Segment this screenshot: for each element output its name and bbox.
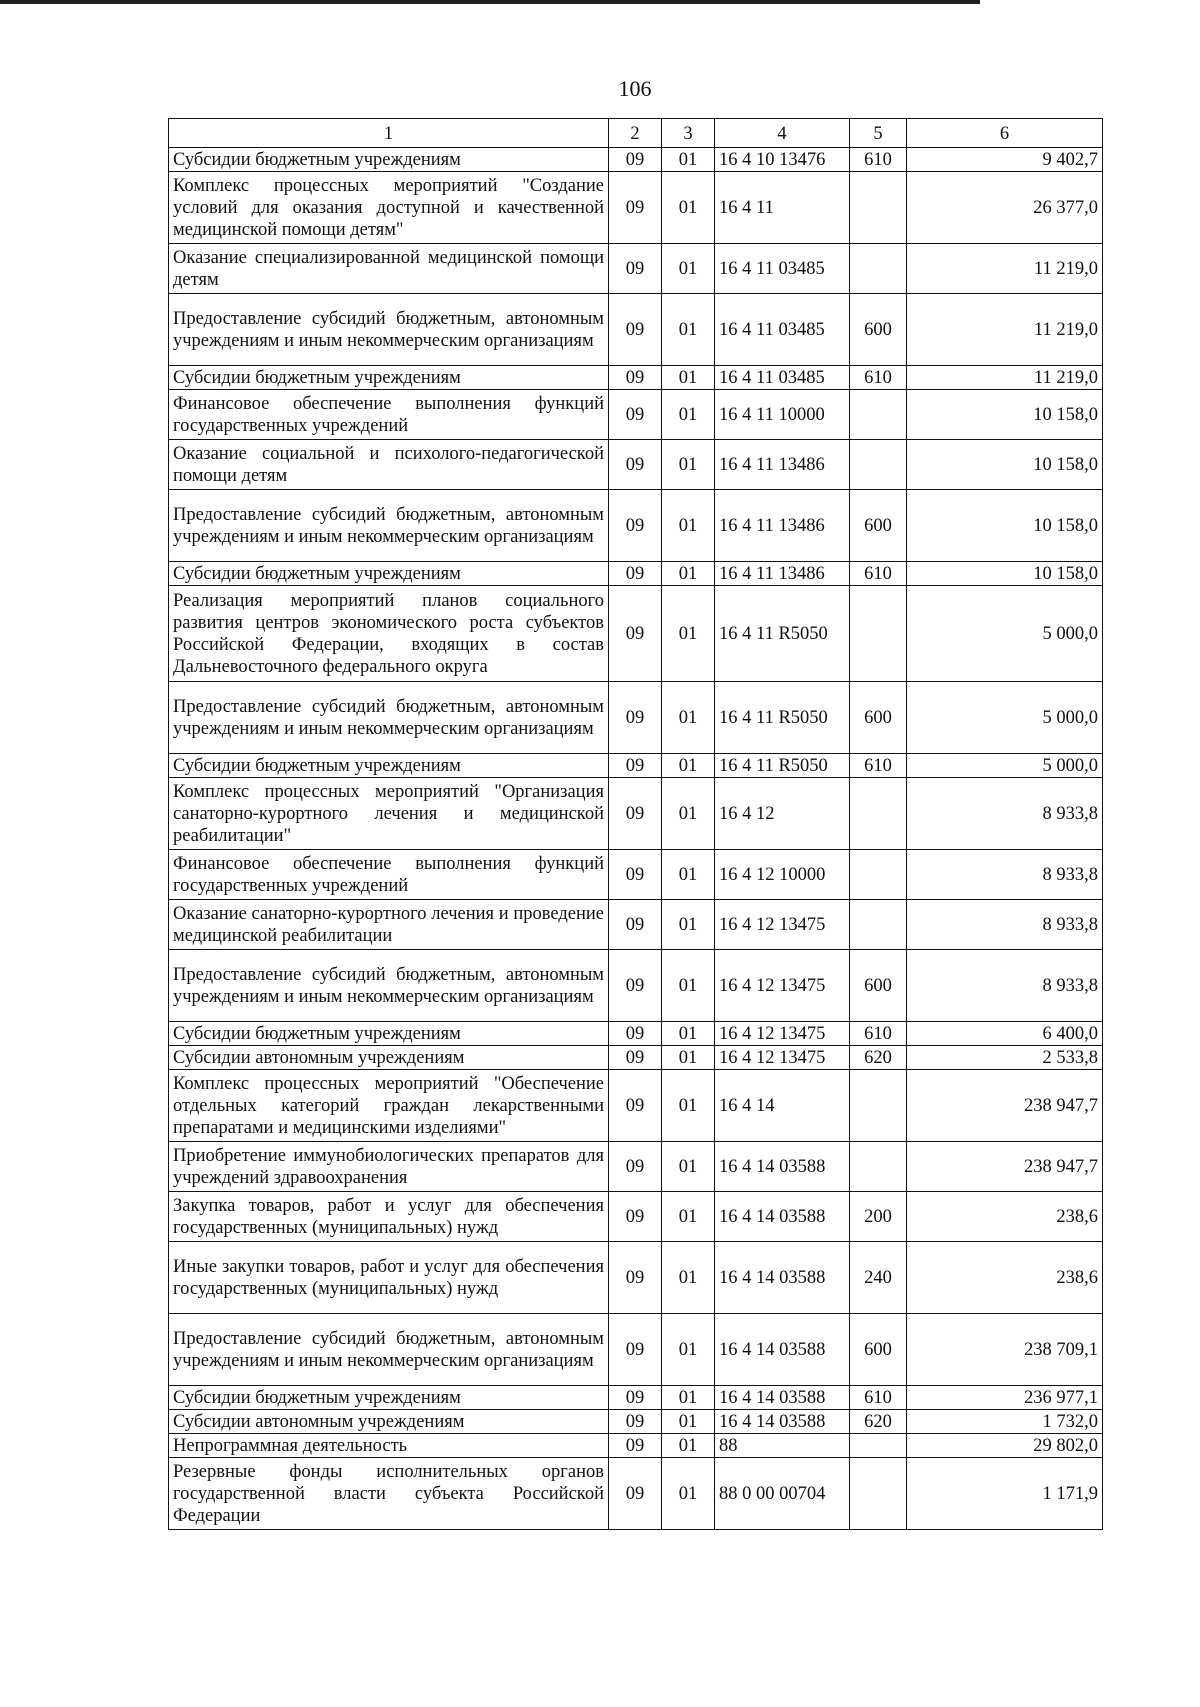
row-amount: 5 000,0 — [907, 586, 1103, 682]
table-row — [169, 490, 1103, 562]
row-subsection: 01 — [662, 148, 715, 172]
row-amount: 8 933,8 — [907, 900, 1103, 950]
header-col-2: 2 — [609, 119, 662, 148]
row-section: 09 — [609, 1458, 662, 1530]
row-section: 09 — [609, 1192, 662, 1242]
row-subsection: 01 — [662, 850, 715, 900]
row-amount: 10 158,0 — [907, 390, 1103, 440]
header-col-5: 5 — [850, 119, 907, 148]
table-row — [169, 1022, 1103, 1046]
row-expense-type: 610 — [850, 754, 907, 778]
row-expense-type — [850, 244, 907, 294]
row-amount: 6 400,0 — [907, 1022, 1103, 1046]
row-section: 09 — [609, 682, 662, 754]
row-subsection: 01 — [662, 1142, 715, 1192]
table-row — [169, 1070, 1103, 1142]
row-expense-type: 610 — [850, 366, 907, 390]
row-subsection: 01 — [662, 244, 715, 294]
row-expense-type: 620 — [850, 1046, 907, 1070]
header-col-1: 1 — [169, 119, 609, 148]
row-amount: 236 977,1 — [907, 1386, 1103, 1410]
row-subsection: 01 — [662, 1192, 715, 1242]
row-section: 09 — [609, 390, 662, 440]
row-expense-type: 200 — [850, 1192, 907, 1242]
row-expense-type: 610 — [850, 562, 907, 586]
table-row — [169, 562, 1103, 586]
table-row — [169, 1242, 1103, 1314]
row-target-article: 16 4 12 13475 — [715, 950, 850, 1022]
table-row — [169, 682, 1103, 754]
row-section: 09 — [609, 1142, 662, 1192]
row-target-article: 16 4 14 03588 — [715, 1314, 850, 1386]
row-section: 09 — [609, 244, 662, 294]
table-row — [169, 366, 1103, 390]
row-target-article: 16 4 12 10000 — [715, 850, 850, 900]
row-expense-type — [850, 1458, 907, 1530]
row-target-article: 16 4 10 13476 — [715, 148, 850, 172]
table-row — [169, 754, 1103, 778]
row-section: 09 — [609, 172, 662, 244]
page-number: 106 — [618, 76, 652, 101]
row-expense-type — [850, 172, 907, 244]
row-subsection: 01 — [662, 1314, 715, 1386]
row-subsection: 01 — [662, 1410, 715, 1434]
row-subsection: 01 — [662, 586, 715, 682]
row-expense-type — [850, 1142, 907, 1192]
table-row — [169, 1142, 1103, 1192]
row-section: 09 — [609, 1314, 662, 1386]
table-row — [169, 172, 1103, 244]
row-expense-type: 600 — [850, 490, 907, 562]
row-subsection: 01 — [662, 1242, 715, 1314]
row-section: 09 — [609, 1434, 662, 1458]
row-section: 09 — [609, 1046, 662, 1070]
row-expense-type — [850, 900, 907, 950]
row-amount: 238,6 — [907, 1192, 1103, 1242]
row-subsection: 01 — [662, 490, 715, 562]
row-section: 09 — [609, 562, 662, 586]
row-expense-type — [850, 440, 907, 490]
row-subsection: 01 — [662, 1070, 715, 1142]
row-name: Субсидии автономным учреждениям — [169, 1410, 609, 1434]
row-section: 09 — [609, 294, 662, 366]
row-expense-type: 600 — [850, 950, 907, 1022]
row-section: 09 — [609, 1410, 662, 1434]
row-name: Резервные фонды исполнительных органов государственной власти субъекта Российской Федерации — [169, 1458, 609, 1530]
budget-table — [168, 118, 1103, 1530]
table-row — [169, 586, 1103, 682]
row-target-article: 16 4 11 R5050 — [715, 754, 850, 778]
row-target-article: 16 4 11 13486 — [715, 490, 850, 562]
row-name: Комплекс процессных мероприятий "Обеспечение отдельных категорий граждан лекарственными препаратами и медицинскими изделиями" — [169, 1070, 609, 1142]
row-target-article: 16 4 12 13475 — [715, 1046, 850, 1070]
row-name: Реализация мероприятий планов социального развития центров экономического роста субъектов Российской Федерации, входящих в состав Дальневосточного федерального округа — [169, 586, 609, 682]
row-target-article: 16 4 14 — [715, 1070, 850, 1142]
row-amount: 5 000,0 — [907, 754, 1103, 778]
row-target-article: 16 4 11 03485 — [715, 294, 850, 366]
row-expense-type: 600 — [850, 1314, 907, 1386]
row-amount: 1 732,0 — [907, 1410, 1103, 1434]
row-target-article: 16 4 12 — [715, 778, 850, 850]
row-subsection: 01 — [662, 1022, 715, 1046]
row-expense-type: 610 — [850, 1022, 907, 1046]
table-row — [169, 900, 1103, 950]
row-amount: 10 158,0 — [907, 562, 1103, 586]
row-section: 09 — [609, 1242, 662, 1314]
table-header-row — [169, 119, 1103, 148]
row-target-article: 16 4 11 R5050 — [715, 586, 850, 682]
row-subsection: 01 — [662, 900, 715, 950]
table-row — [169, 1386, 1103, 1410]
row-subsection: 01 — [662, 562, 715, 586]
row-target-article: 16 4 11 R5050 — [715, 682, 850, 754]
row-target-article: 88 0 00 00704 — [715, 1458, 850, 1530]
row-name: Предоставление субсидий бюджетным, автономным учреждениям и иным некоммерческим организациям — [169, 950, 609, 1022]
table-row — [169, 1410, 1103, 1434]
row-expense-type: 620 — [850, 1410, 907, 1434]
row-amount: 10 158,0 — [907, 490, 1103, 562]
row-name: Приобретение иммунобиологических препаратов для учреждений здравоохранения — [169, 1142, 609, 1192]
row-section: 09 — [609, 1070, 662, 1142]
row-target-article: 16 4 11 10000 — [715, 390, 850, 440]
header-col-4: 4 — [715, 119, 850, 148]
row-section: 09 — [609, 366, 662, 390]
row-subsection: 01 — [662, 1458, 715, 1530]
row-target-article: 16 4 11 — [715, 172, 850, 244]
row-expense-type: 600 — [850, 294, 907, 366]
row-name: Оказание социальной и психолого-педагогической помощи детям — [169, 440, 609, 490]
row-amount: 10 158,0 — [907, 440, 1103, 490]
row-amount: 238,6 — [907, 1242, 1103, 1314]
table-row — [169, 294, 1103, 366]
table-row — [169, 244, 1103, 294]
row-name: Оказание специализированной медицинской помощи детям — [169, 244, 609, 294]
row-name: Субсидии бюджетным учреждениям — [169, 366, 609, 390]
row-target-article: 16 4 14 03588 — [715, 1386, 850, 1410]
row-name: Субсидии автономным учреждениям — [169, 1046, 609, 1070]
row-subsection: 01 — [662, 294, 715, 366]
row-subsection: 01 — [662, 778, 715, 850]
table-row — [169, 778, 1103, 850]
row-expense-type: 240 — [850, 1242, 907, 1314]
row-subsection: 01 — [662, 682, 715, 754]
row-amount: 11 219,0 — [907, 366, 1103, 390]
row-section: 09 — [609, 900, 662, 950]
row-subsection: 01 — [662, 366, 715, 390]
row-section: 09 — [609, 754, 662, 778]
row-amount: 11 219,0 — [907, 244, 1103, 294]
table-row — [169, 1046, 1103, 1070]
table-row — [169, 1192, 1103, 1242]
row-section: 09 — [609, 440, 662, 490]
row-target-article: 16 4 11 13486 — [715, 440, 850, 490]
row-amount: 8 933,8 — [907, 850, 1103, 900]
row-subsection: 01 — [662, 1386, 715, 1410]
table-row — [169, 390, 1103, 440]
row-name: Непрограммная деятельность — [169, 1434, 609, 1458]
row-target-article: 16 4 11 13486 — [715, 562, 850, 586]
row-section: 09 — [609, 1386, 662, 1410]
row-subsection: 01 — [662, 172, 715, 244]
row-subsection: 01 — [662, 1434, 715, 1458]
row-section: 09 — [609, 586, 662, 682]
row-section: 09 — [609, 950, 662, 1022]
row-expense-type: 610 — [850, 1386, 907, 1410]
row-amount: 238 709,1 — [907, 1314, 1103, 1386]
row-name: Финансовое обеспечение выполнения функций государственных учреждений — [169, 850, 609, 900]
row-expense-type — [850, 850, 907, 900]
row-name: Субсидии бюджетным учреждениям — [169, 1386, 609, 1410]
row-expense-type — [850, 778, 907, 850]
table-row — [169, 440, 1103, 490]
row-name: Иные закупки товаров, работ и услуг для обеспечения государственных (муниципальных) нужд — [169, 1242, 609, 1314]
row-target-article: 16 4 14 03588 — [715, 1242, 850, 1314]
row-amount: 2 533,8 — [907, 1046, 1103, 1070]
row-target-article: 16 4 12 13475 — [715, 1022, 850, 1046]
row-subsection: 01 — [662, 440, 715, 490]
row-amount: 29 802,0 — [907, 1434, 1103, 1458]
row-name: Субсидии бюджетным учреждениям — [169, 148, 609, 172]
row-section: 09 — [609, 778, 662, 850]
table-row — [169, 148, 1103, 172]
row-amount: 1 171,9 — [907, 1458, 1103, 1530]
row-expense-type — [850, 1434, 907, 1458]
row-name: Субсидии бюджетным учреждениям — [169, 1022, 609, 1046]
row-expense-type: 610 — [850, 148, 907, 172]
table-row — [169, 1434, 1103, 1458]
row-amount: 26 377,0 — [907, 172, 1103, 244]
top-scan-rule — [0, 0, 980, 4]
row-expense-type: 600 — [850, 682, 907, 754]
header-col-6: 6 — [907, 119, 1103, 148]
row-amount: 8 933,8 — [907, 950, 1103, 1022]
row-expense-type — [850, 1070, 907, 1142]
row-amount: 9 402,7 — [907, 148, 1103, 172]
row-section: 09 — [609, 850, 662, 900]
row-name: Комплекс процессных мероприятий "Создание условий для оказания доступной и качественной медицинской помощи детям" — [169, 172, 609, 244]
row-target-article: 16 4 11 03485 — [715, 244, 850, 294]
row-target-article: 16 4 14 03588 — [715, 1410, 850, 1434]
row-name: Комплекс процессных мероприятий "Организация санаторно-курортного лечения и медицинской реабилитации" — [169, 778, 609, 850]
row-amount: 238 947,7 — [907, 1070, 1103, 1142]
row-name: Оказание санаторно-курортного лечения и проведение медицинской реабилитации — [169, 900, 609, 950]
row-subsection: 01 — [662, 950, 715, 1022]
row-name: Субсидии бюджетным учреждениям — [169, 562, 609, 586]
row-name: Предоставление субсидий бюджетным, автономным учреждениям и иным некоммерческим организациям — [169, 1314, 609, 1386]
row-subsection: 01 — [662, 390, 715, 440]
row-name: Предоставление субсидий бюджетным, автономным учреждениям и иным некоммерческим организациям — [169, 682, 609, 754]
row-target-article: 16 4 11 03485 — [715, 366, 850, 390]
row-target-article: 16 4 12 13475 — [715, 900, 850, 950]
row-name: Предоставление субсидий бюджетным, автономным учреждениям и иным некоммерческим организациям — [169, 294, 609, 366]
row-amount: 5 000,0 — [907, 682, 1103, 754]
row-section: 09 — [609, 1022, 662, 1046]
row-expense-type — [850, 390, 907, 440]
table-row — [169, 950, 1103, 1022]
row-section: 09 — [609, 148, 662, 172]
row-section: 09 — [609, 490, 662, 562]
row-amount: 8 933,8 — [907, 778, 1103, 850]
row-amount: 11 219,0 — [907, 294, 1103, 366]
row-target-article: 88 — [715, 1434, 850, 1458]
row-name: Предоставление субсидий бюджетным, автономным учреждениям и иным некоммерческим организациям — [169, 490, 609, 562]
row-name: Закупка товаров, работ и услуг для обеспечения государственных (муниципальных) нужд — [169, 1192, 609, 1242]
row-subsection: 01 — [662, 754, 715, 778]
row-expense-type — [850, 586, 907, 682]
row-name: Финансовое обеспечение выполнения функций государственных учреждений — [169, 390, 609, 440]
table-row — [169, 1314, 1103, 1386]
table-row — [169, 850, 1103, 900]
header-col-3: 3 — [662, 119, 715, 148]
row-amount: 238 947,7 — [907, 1142, 1103, 1192]
row-subsection: 01 — [662, 1046, 715, 1070]
table-row — [169, 1458, 1103, 1530]
row-target-article: 16 4 14 03588 — [715, 1192, 850, 1242]
row-target-article: 16 4 14 03588 — [715, 1142, 850, 1192]
row-name: Субсидии бюджетным учреждениям — [169, 754, 609, 778]
